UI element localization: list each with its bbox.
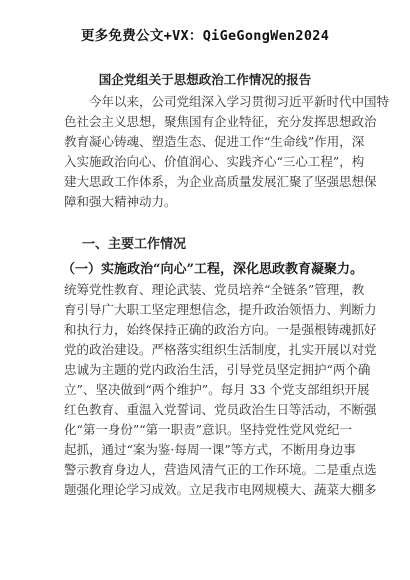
paragraph-line: 和执行力，始终保持正确的政治方向。一是强根铸魂抓好 (64, 322, 377, 337)
paragraph-line: 化“第一身份”“第一职责”意识。坚持党性党风党纪一 (64, 422, 353, 437)
paragraph-line: 题强化理论学习成效。立足我市电网规模大、蔬菜大棚多 (64, 482, 377, 497)
paragraph-line: 障和强大精神动力。 (64, 194, 177, 209)
intro-paragraph (64, 92, 390, 212)
paragraph-line: 今年以来，公司党组深入学习贯彻习近平新时代中国特 (89, 94, 390, 109)
paragraph-line: 党的政治建设。严格落实组织生活制度，扎实开展以对党 (64, 342, 377, 357)
paragraph-line: 入实施政治向心、价值润心、实践齐心“三心工程”，构 (64, 154, 365, 169)
paragraph-line: 育引导广大职工坚定理想信念，提升政治领悟力、判断力 (64, 302, 377, 317)
paragraph-line: 色社会主义思想，聚焦国有企业特征，充分发挥思想政治 (64, 114, 377, 129)
paragraph-line: 起抓，通过“案为鉴·每周一课”等方式，不断用身边事 (64, 442, 356, 457)
document-title: 国企党组关于思想政治工作情况的报告 (98, 72, 312, 87)
paragraph-line: 建大思政工作体系，为企业高质量发展汇聚了坚强思想保 (64, 174, 377, 189)
paragraph-line: 教育凝心铸魂、塑造生态、促进工作“生命线”作用，深 (64, 134, 365, 149)
paragraph-line: 统筹党性教育、理论武装、党员培养“全链条”管理，教 (64, 282, 365, 297)
watermark-text: 更多免费公文+VX：QiGeGongWen2024 (80, 28, 330, 44)
paragraph-line: 忠诚为主题的党内政治生活，引导党员坚定拥护“两个确 (64, 362, 371, 377)
paragraph-line: 红色教育、重温入党誓词、党员政治生日等活动，不断强 (64, 402, 377, 417)
body-paragraph (64, 280, 377, 500)
subsection-heading: （一）实施政治“向心”工程，深化思政教育凝聚力。 (62, 262, 363, 277)
paragraph-line: 立”、坚决做到“两个维护”。每月 33 个党支部组织开展 (64, 382, 370, 397)
section-heading: 一、主要工作情况 (82, 237, 187, 252)
paragraph-line: 警示教育身边人，营造风清气正的工作环境。二是重点选 (64, 462, 377, 477)
